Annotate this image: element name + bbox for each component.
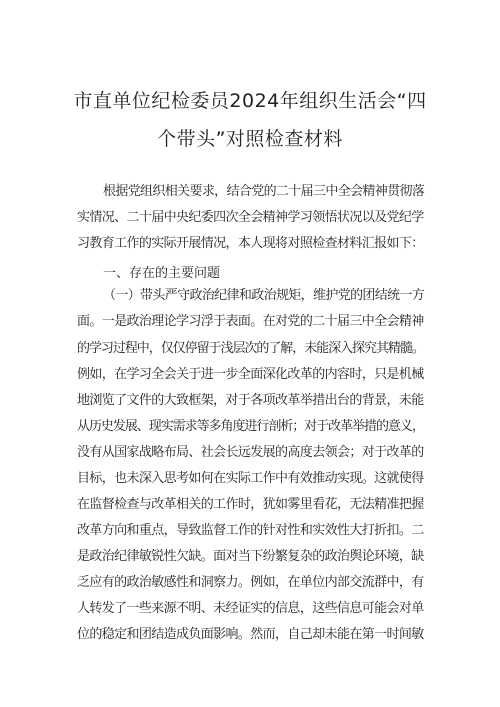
body-line-12: 乏应有的政治敏感性和洞察力。例如，在单位内部交流群中，有: [77, 575, 424, 590]
body-line-14: 位的稳定和团结造成负面影响。然而，自己却未能在第一时间敏: [77, 627, 424, 642]
body-line-4: 例如，在学习全会关于进一步全面深化改革的内容时，只是机械: [77, 367, 424, 382]
document-title-line-1: 市直单位纪检委员2024年组织生活会“四: [73, 90, 427, 112]
document-title-line-2: 个带头”对照检查材料: [157, 128, 343, 150]
body-line-8: 目标，也未深入思考如何在实际工作中有效推动实现。这就使得: [77, 471, 424, 486]
body-line-6: 从历史发展、现实需求等多角度进行剖析；对于改革举措的意义，: [77, 419, 424, 434]
body-line-13: 人转发了一些来源不明、未经证实的信息，这些信息可能会对单: [77, 601, 424, 616]
body-line-7: 没有从国家战略布局、社会长远发展的高度去领会；对于改革的: [77, 445, 424, 460]
intro-line-3: 习教育工作的实际开展情况，本人现将对照检查材料汇报如下：: [77, 236, 424, 251]
body-line-1: （一）带头严守政治纪律和政治规矩，维护党的团结统一方: [103, 288, 425, 303]
body-line-11: 是政治纪律敏锐性欠缺。面对当下纷繁复杂的政治舆论环境，缺: [77, 549, 424, 564]
body-line-9: 在监督检查与改革相关的工作时，犹如雾里看花，无法精准把握: [77, 497, 424, 512]
section-heading: 一、存在的主要问题: [103, 266, 221, 281]
body-line-10: 改革方向和重点，导致监督工作的针对性和实效性大打折扣。二: [77, 523, 424, 538]
intro-line-2: 实情况、二十届中央纪委四次全会精神学习领悟状况以及党纪学: [77, 210, 424, 225]
body-line-3: 的学习过程中，仅仅停留于浅层次的了解，未能深入探究其精髓。: [77, 341, 424, 356]
intro-line-1: 根据党组织相关要求，结合党的二十届三中全会精神贯彻落: [103, 184, 425, 199]
body-line-2: 面。一是政治理论学习浮于表面。在对党的二十届三中全会精神: [77, 314, 424, 329]
body-line-5: 地浏览了文件的大致框架，对于各项改革举措出台的背景，未能: [77, 393, 424, 408]
